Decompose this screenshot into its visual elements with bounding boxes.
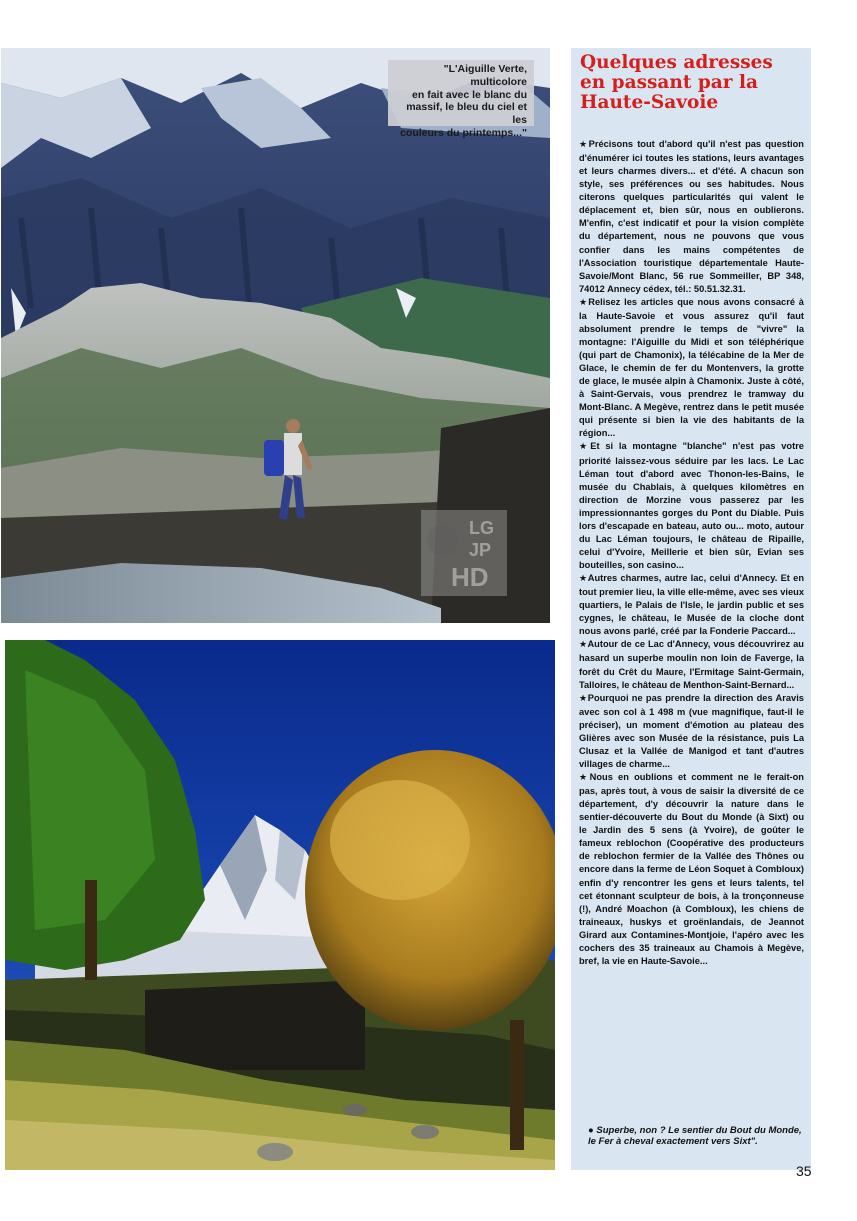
star-bullet-icon: ★: [579, 442, 591, 453]
paragraph-text: Pourquoi ne pas prendre la direction des Aravis avec son col à 1 498 m (vue magnifique, faut-il le préciser), un moment d'émotion au plateau des Glières avec son Musée de la résistance, puis La Clusaz et la Vallée de Manigod et tant d'autres villages de charme...: [579, 692, 804, 769]
paragraph-text: Nous en oublions et comment ne le ferait-on pas, après tout, à vous de saisir la diversité de ce département, d'y découvrir la nature dans le sentier-découverte du Bout du Monde (à Sixt) ou le Jardin des 5 sens (à Yvoire), de goûter le fameux reblochon (Coopérative des producteurs de reblochon fermier de la Vallée des Thônes ou encore dans la ferme de Léon Soquet à Combloux) enfin d'y rencontrer les gens et leurs talents, tel cet étonnant sculpteur de bois, à la tronçonneuse (!), André Moachon (à Combloux), les chiens de traineaux, huskys et groënlandais, de Jeannot Girard aux Contamines-Montjoie, l'apéro avec les cochers des 35 traineaux au Chamois à Megève, bref, la vie en Haute-Savoie...: [579, 772, 804, 966]
title-line: en passant par la: [580, 72, 758, 93]
paragraph: [579, 572, 804, 638]
paragraph-text: Relisez les articles que nous avons consacré à la Haute-Savoie et vous assurez qu'il faut absolument prendre le temps de "vivre" la montagne: l'Aiguille du Midi et son téléphérique (qui part de Chamonix), la télécabine de la Mer de Glace, le chemin de fer du Montenvers, la grotte de glace, le musée alpin à Chamonix. Juste à côté, à Saint-Gervais, vous prendrez le tramway du Mont-Blanc. A Megève, rentrez dans le petit musée qui présente si bien la vie des habitants de la région...: [579, 296, 804, 439]
paragraph-text: Précisons tout d'abord qu'il n'est pas question d'énumérer ici toutes les stations, leurs avantages et leurs charmes divers... et d'été. A chacun son style, ses préférences ou ses habitudes. Nous citerons quelques particularités qui valent le déplacement et, bien sûr, nous en oublierons. M'enfin, c'est indicatif et pour la vision complète du département, nous ne pouvons que vous confier dans les mains compétentes de l'Association touristique départementale Haute-Savoie/Mont Blanc, 56 rue Sommeiller, BP 348, 74012 Annecy cédex, tél.: 50.51.32.31.: [579, 139, 804, 294]
star-bullet-icon: ★: [579, 140, 589, 150]
watermark-top-text: LG: [469, 518, 494, 538]
bottom-photo-caption-text: Superbe, non ? Le sentier du Bout du Monde, le Fer à cheval exactement vers Sixt".: [588, 1125, 802, 1147]
caption-line: "L'Aiguille Verte, multicolore: [443, 63, 527, 88]
paragraph-text: Et si la montagne "blanche" n'est pas votre priorité laissez-vous séduire par les lacs. Le Lac Léman tout d'abord avec Thonon-les-Bains, le musée du Chablais, à quelques kilomètres en direction de Morzine vous passerez par les impressionnantes gorges du Pont du Diable. Puis lors d'escapade en bateau, auto ou... moto, autour du Lac Léman toujours, le château de Ripaille, celui d'Yvoire, Meillerie et bien sûr, Evian ses bouteilles, son casino...: [579, 441, 804, 570]
paragraph: [579, 638, 804, 691]
caption-line: en fait avec le blanc du: [412, 88, 527, 101]
paragraph-text: Autres charmes, autre lac, celui d'Annecy. Et en tout premier lieu, la ville elle-même, avec ses vieux quartiers, le Palais de l'Isle, le jardin public et ses cygnes, le château, le Musée de la cloche dont nous avons parlé, créé par la Fonderie Paccard...: [579, 573, 804, 637]
paragraph: [579, 692, 804, 771]
star-bullet-icon: ★: [579, 773, 590, 783]
star-bullet-icon: ★: [579, 574, 588, 585]
caption-line: couleurs du printemps...": [400, 126, 527, 139]
watermark-mid-text: JP: [469, 540, 492, 560]
paragraph: [579, 296, 804, 441]
paragraph: [579, 771, 804, 968]
title-line: Quelques adresses: [580, 52, 773, 73]
bottom-photo-caption: [588, 1125, 806, 1147]
watermark-logo: [421, 510, 507, 596]
paragraph-text: Autour de ce Lac d'Annecy, vous découvrirez au hasard un superbe moulin non loin de Faverge, la forêt du Crêt du Maure, l'Ermitage Saint-Germain, Talloires, le château de Menthon-Saint-Bernard...: [579, 639, 804, 690]
star-bullet-icon: ★: [579, 640, 588, 651]
paragraph: [579, 440, 804, 572]
page-number: 35: [796, 1163, 812, 1179]
photo-caption: [388, 60, 534, 139]
photo-bout-du-monde-trees: [5, 640, 555, 1170]
star-bullet-icon: ★: [579, 297, 589, 308]
caption-line: massif, le bleu du ciel et les: [406, 101, 527, 127]
sidebar-body: [579, 138, 804, 968]
star-bullet-icon: ★: [579, 693, 588, 704]
round-bullet-icon: ●: [588, 1125, 594, 1136]
watermark-bottom-text: HD: [451, 562, 489, 592]
paragraph: [579, 138, 804, 296]
title-line: Haute-Savoie: [580, 92, 719, 113]
sidebar-title: [580, 53, 810, 113]
